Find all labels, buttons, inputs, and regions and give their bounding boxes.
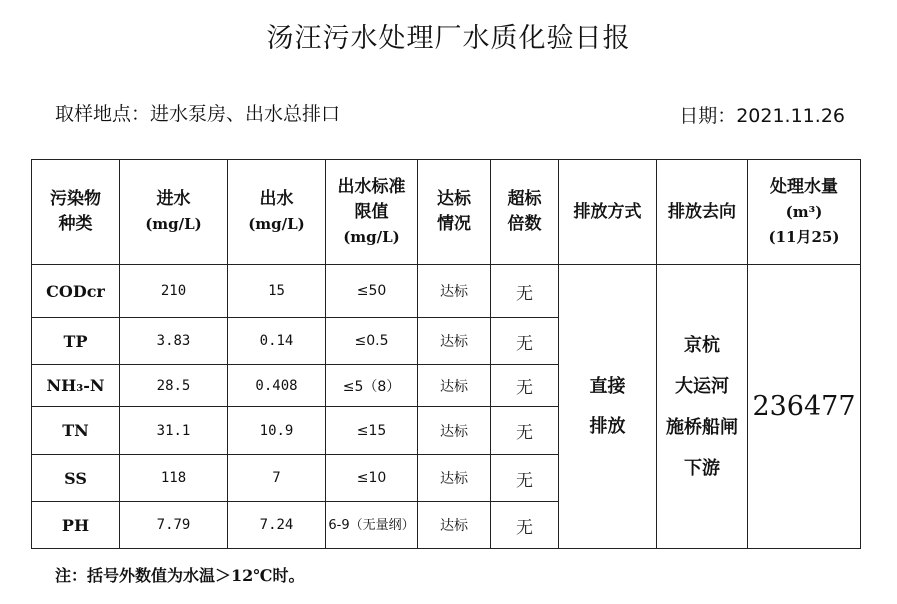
pollutant-name: CODcr [32,265,120,318]
exceed-value: 无 [491,502,559,549]
pollutant-name: PH [32,502,120,549]
influent-value: 210 [120,265,228,318]
table-row [32,265,861,318]
water-quality-table [31,159,861,549]
effluent-value: 7.24 [228,502,326,549]
influent-value: 3.83 [120,318,228,365]
footnote: 注：括号外数值为水温＞12℃时。 [55,566,305,585]
pollutant-name: SS [32,455,120,502]
effluent-value: 15 [228,265,326,318]
status-value: 达标 [418,365,491,407]
effluent-value: 0.14 [228,318,326,365]
exceed-value: 无 [491,365,559,407]
header-destination: 排放去向 [657,160,748,265]
exceed-value: 无 [491,318,559,365]
status-value: 达标 [418,455,491,502]
report-title: 汤汪污水处理厂水质化验日报 [266,23,631,54]
status-value: 达标 [418,318,491,365]
exceed-value: 无 [491,265,559,318]
influent-value: 28.5 [120,365,228,407]
influent-value: 31.1 [120,407,228,455]
treated-volume: 236477 [748,265,861,549]
report-date: 日期：2021.11.26 [679,105,845,127]
header-limit: 出水标准 限值 (mg/L) [326,160,418,265]
header-pollutant: 污染物 种类 [32,160,120,265]
limit-value: ≤50 [326,265,418,318]
discharge-destination: 京杭 大运河 施桥船闸 下游 [657,265,748,549]
header-exceed: 超标 倍数 [491,160,559,265]
header-influent: 进水 (mg/L) [120,160,228,265]
limit-value: ≤5（8） [326,365,418,407]
status-value: 达标 [418,265,491,318]
header-effluent: 出水 (mg/L) [228,160,326,265]
influent-value: 7.79 [120,502,228,549]
status-value: 达标 [418,502,491,549]
limit-value: ≤10 [326,455,418,502]
header-status: 达标 情况 [418,160,491,265]
pollutant-name: TP [32,318,120,365]
pollutant-name: TN [32,407,120,455]
header-method: 排放方式 [559,160,657,265]
influent-value: 118 [120,455,228,502]
effluent-value: 10.9 [228,407,326,455]
discharge-method: 直接 排放 [559,265,657,549]
exceed-value: 无 [491,455,559,502]
limit-value: 6-9（无量纲） [326,502,418,549]
pollutant-name: NH₃-N [32,365,120,407]
sampling-location: 取样地点：进水泵房、出水总排口 [55,103,341,125]
header-volume: 处理水量 (m³) (11月25) [748,160,861,265]
header-row [32,160,861,265]
exceed-value: 无 [491,407,559,455]
status-value: 达标 [418,407,491,455]
limit-value: ≤0.5 [326,318,418,365]
limit-value: ≤15 [326,407,418,455]
effluent-value: 7 [228,455,326,502]
effluent-value: 0.408 [228,365,326,407]
